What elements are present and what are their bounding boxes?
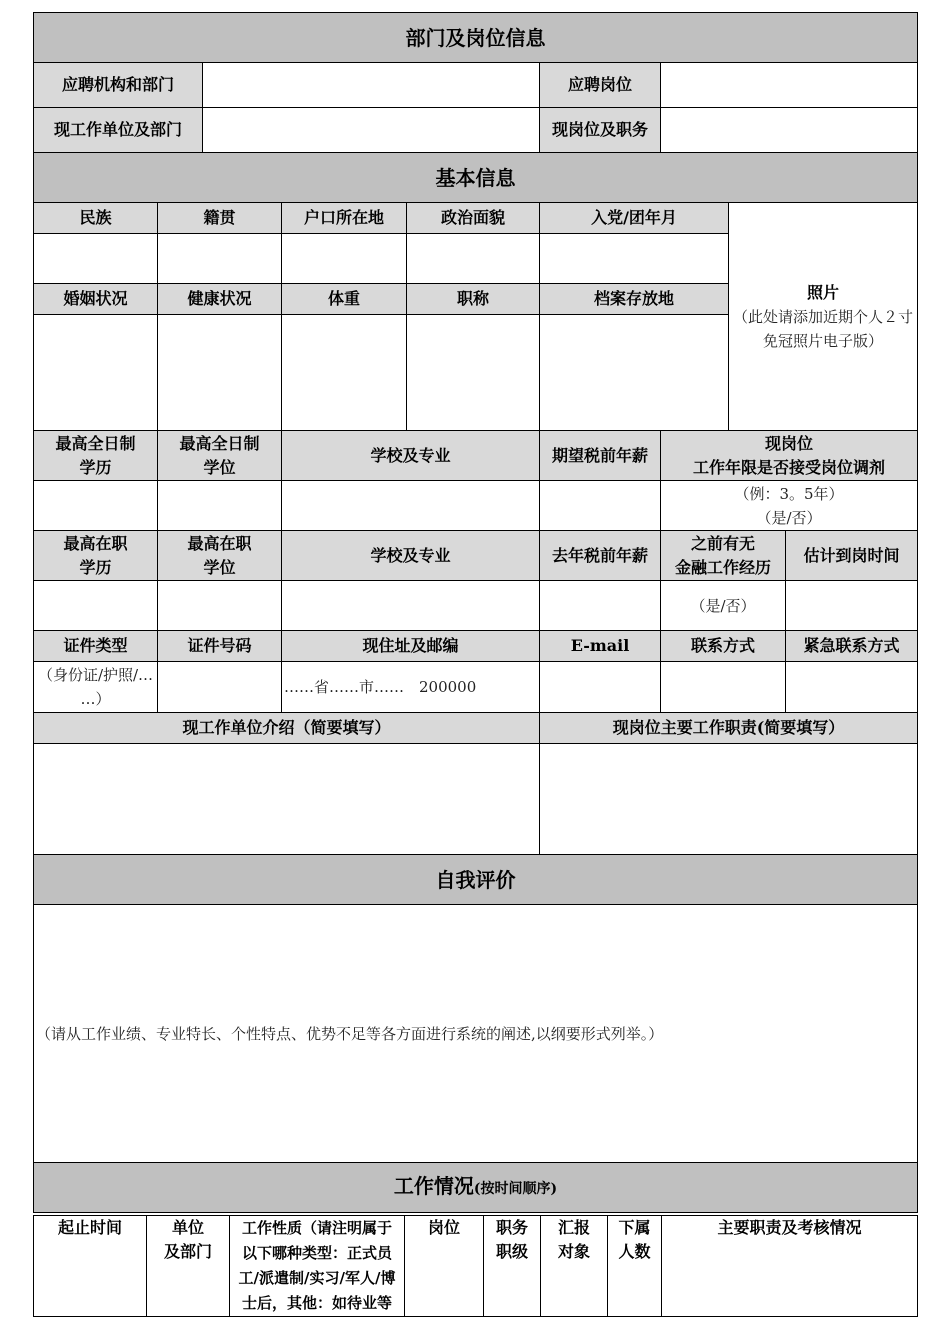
section-title-work	[34, 1163, 918, 1213]
marital-label: 婚姻状况	[34, 284, 158, 315]
duty-intro-label: 现岗位主要工作职责(简要填写）	[540, 713, 918, 744]
report-to-header: 汇报 对象	[541, 1216, 608, 1317]
photo-note: （此处请添加近期个人２寸免冠照片电子版）	[733, 307, 914, 350]
work-table	[33, 1215, 918, 1317]
years-example: （例：3。5年）	[734, 484, 844, 503]
expected-salary-field[interactable]	[540, 481, 661, 531]
political-status-field[interactable]	[407, 234, 540, 284]
pt-edu-label: 最高在职 学历	[34, 531, 158, 581]
health-label: 健康状况	[158, 284, 282, 315]
party-join-label: 入党/团年月	[540, 203, 729, 234]
school-major-field[interactable]	[282, 481, 540, 531]
id-type-label: 证件类型	[34, 631, 158, 662]
years-adjust-field[interactable]	[661, 481, 918, 531]
last-salary-label: 去年税前年薪	[540, 531, 661, 581]
weight-label: 体重	[282, 284, 407, 315]
emergency-label: 紧急联系方式	[786, 631, 918, 662]
adjust-hint: （是/否）	[756, 508, 822, 527]
weight-field[interactable]	[282, 315, 407, 431]
ft-edu-field[interactable]	[34, 481, 158, 531]
prev-finance-field[interactable]: （是/否）	[661, 581, 786, 631]
hukou-field[interactable]	[282, 234, 407, 284]
work-title: 工作情况	[393, 1174, 474, 1198]
work-title-suffix: (按时间顺序)	[473, 1181, 558, 1197]
position-field[interactable]	[661, 63, 918, 108]
photo-box[interactable]	[729, 203, 918, 431]
school-major2-label: 学校及专业	[282, 531, 540, 581]
position-label: 应聘岗位	[540, 63, 661, 108]
ethnicity-field[interactable]	[34, 234, 158, 284]
years-adjust-label: 现岗位 工作年限是否接受岗位调剂	[661, 431, 918, 481]
id-number-field[interactable]	[158, 662, 282, 713]
ft-degree-label: 最高全日制 学位	[158, 431, 282, 481]
health-field[interactable]	[158, 315, 282, 431]
unit-intro-label: 现工作单位介绍（简要填写）	[34, 713, 540, 744]
id-number-label: 证件号码	[158, 631, 282, 662]
pt-edu-field[interactable]	[34, 581, 158, 631]
title-field[interactable]	[407, 315, 540, 431]
hukou-label: 户口所在地	[282, 203, 407, 234]
school-major2-field[interactable]	[282, 581, 540, 631]
contact-field[interactable]	[661, 662, 786, 713]
pt-degree-field[interactable]	[158, 581, 282, 631]
section-title-self: 自我评价	[34, 855, 918, 905]
id-type-field[interactable]: （身份证/护照/… …）	[34, 662, 158, 713]
current-unit-field[interactable]	[203, 108, 540, 153]
prev-finance-label: 之前有无 金融工作经历	[661, 531, 786, 581]
political-status-label: 政治面貌	[407, 203, 540, 234]
ft-edu-label: 最高全日制 学历	[34, 431, 158, 481]
current-position-label: 现岗位及职务	[540, 108, 661, 153]
arrival-time-label: 估计到岗时间	[786, 531, 918, 581]
unit-intro-field[interactable]	[34, 744, 540, 855]
last-salary-field[interactable]	[540, 581, 661, 631]
nature-header: 工作性质（请注明属于 以下哪种类型：正式员 工/派遣制/实习/军人/博 士后，其他：如待业等	[230, 1216, 405, 1317]
pt-degree-label: 最高在职 学位	[158, 531, 282, 581]
org-dept-field[interactable]	[203, 63, 540, 108]
title-label: 职称	[407, 284, 540, 315]
marital-field[interactable]	[34, 315, 158, 431]
ft-degree-field[interactable]	[158, 481, 282, 531]
section-title-basic: 基本信息	[34, 153, 918, 203]
rank-header: 职务 职级	[484, 1216, 541, 1317]
party-join-field[interactable]	[540, 234, 729, 284]
email-label: E-mail	[540, 631, 661, 662]
arrival-time-field[interactable]	[786, 581, 918, 631]
unit-dept-header: 单位 及部门	[147, 1216, 230, 1317]
ethnicity-label: 民族	[34, 203, 158, 234]
org-dept-label: 应聘机构和部门	[34, 63, 203, 108]
application-form	[33, 12, 918, 1213]
self-eval-field[interactable]: （请从工作业绩、专业特长、个性特点、优势不足等各方面进行系统的阐述,以纲要形式列举。）	[34, 905, 918, 1163]
duty-intro-field[interactable]	[540, 744, 918, 855]
archive-label: 档案存放地	[540, 284, 729, 315]
current-position-field[interactable]	[661, 108, 918, 153]
archive-field[interactable]	[540, 315, 729, 431]
start-time-header: 起止时间	[34, 1216, 147, 1317]
subordinates-header: 下属 人数	[608, 1216, 662, 1317]
section-title-dept: 部门及岗位信息	[34, 13, 918, 63]
native-place-field[interactable]	[158, 234, 282, 284]
school-major-label: 学校及专业	[282, 431, 540, 481]
expected-salary-label: 期望税前年薪	[540, 431, 661, 481]
contact-label: 联系方式	[661, 631, 786, 662]
duties-header: 主要职责及考核情况	[662, 1216, 918, 1317]
native-place-label: 籍贯	[158, 203, 282, 234]
photo-title: 照片	[807, 282, 840, 302]
post-header: 岗位	[405, 1216, 484, 1317]
email-field[interactable]	[540, 662, 661, 713]
address-field[interactable]: ……省……市…… 200000	[282, 662, 540, 713]
current-unit-label: 现工作单位及部门	[34, 108, 203, 153]
emergency-field[interactable]	[786, 662, 918, 713]
address-label: 现住址及邮编	[282, 631, 540, 662]
